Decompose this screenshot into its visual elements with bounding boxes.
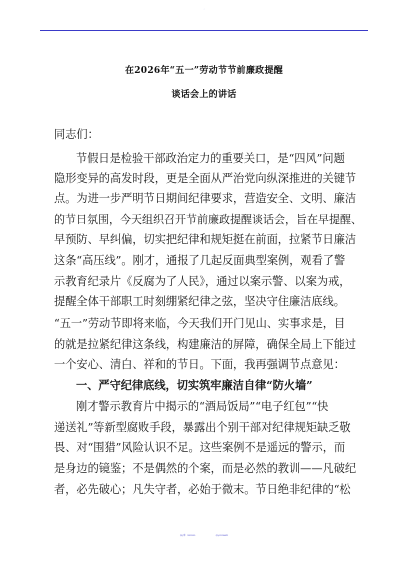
body-line: 者，必先破心；凡失守者，必始于微末。节日绝非纪律的“松 [54, 483, 351, 496]
body-line: 的就是拉紧纪律这条线，构建廉洁的屏障，确保全局上下能过 [54, 338, 357, 351]
body-line: 节假日是检验干部政治定力的重要关口，是“四风”问题 [76, 152, 345, 165]
body-line: 隐形变异的高发时段，更是全面从严治党向纵深推进的关键节 [54, 172, 357, 185]
body-line: 提醒全体干部职工时刻绷紧纪律之弦，坚决守住廉洁底线。 [54, 295, 345, 308]
header-divider [40, 30, 368, 31]
site-header [0, 9, 408, 29]
body-line: 畏、对“围猎”风险认识不足。这些案例不是遥远的警示，而 [54, 441, 346, 454]
body-line: 递送礼”等新型腐败手段，暴露出个别干部对纪律规矩缺乏敬 [54, 421, 351, 434]
body-line: 早预防、早纠偏，切实把纪律和规矩挺在前面，拉紧节日廉洁 [54, 233, 357, 246]
body-line: “五一”劳动节即将来临，今天我们开门见山、实事求是，目 [54, 317, 346, 330]
body-line: 刚才警示教育片中揭示的“酒局饭局”“电子红包”“快 [76, 400, 329, 413]
document-title-line2: 谈话会上的讲话 [171, 90, 237, 100]
qq-contact-number: QQ:535304092 [215, 535, 229, 537]
salutation: 同志们： [54, 128, 99, 141]
document-title-line1: 在2026年“五一”劳动节节前廉政提醒 [124, 66, 284, 76]
body-line: 示教育纪录片《反腐为了人民》，通过以案示警、以案为戒， [54, 275, 351, 288]
qq-group-number: QQ 群：30265665 [179, 535, 196, 537]
body-line: 点。为进一步严明节日期间纪律要求，营造安全、文明、廉洁 [54, 192, 357, 205]
body-line: 是身边的镜鉴；不是偶然的个案，而是必然的教训——凡破纪 [54, 462, 357, 475]
section-heading: 一、严守纪律底线，切实筑牢廉洁自律“防火墙” [76, 378, 313, 392]
body-line: 一个安心、清白、祥和的节日。下面，我再强调节点意见： [54, 358, 345, 371]
body-line: 这条“高压线”。刚才，通报了几起反面典型案例，观看了警 [54, 254, 346, 267]
page-footer [0, 534, 408, 537]
body-line: 的节日氛围，今天组织召开节前廉政提醒谈话会，旨在早提醒、 [54, 213, 362, 226]
